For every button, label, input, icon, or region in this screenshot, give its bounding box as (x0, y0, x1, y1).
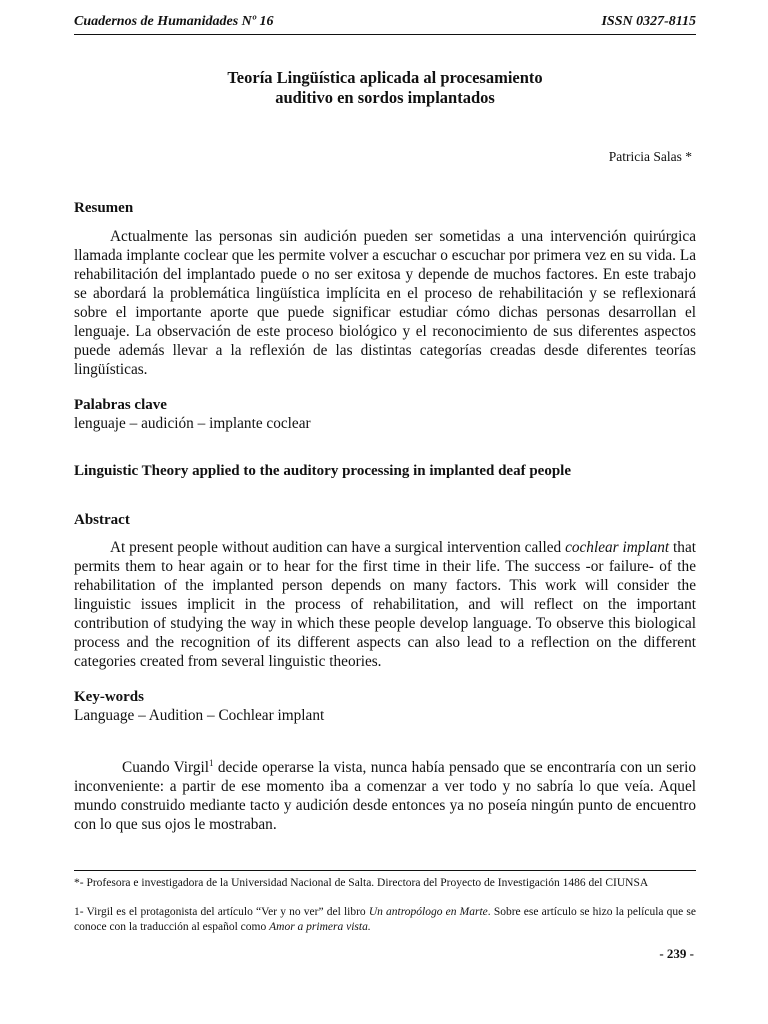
resumen-heading: Resumen (74, 200, 134, 216)
abstract-text (74, 538, 696, 671)
body-paragraph (74, 754, 696, 834)
running-header (74, 14, 696, 35)
fn2-part1: 1- Virgil es el protagonista del artículo “Ver y no ver” del libro (74, 906, 369, 918)
footnote-1: *- Profesora e investigadora de la Universidad Nacional de Salta. Directora del Proyecto de Investigación 1486 del CIUNSA (74, 877, 649, 889)
issn: ISSN 0327-8115 (601, 14, 696, 29)
body-part2: decide operarse la vista, nunca había pensado que se encontraría con un serio inconveniente: a partir de ese momento iba a comenzar a ver todo y no sabría lo que veía. Aquel mundo construido mediante tacto y audición desde entonces ya no poseía ningún punto de encuentro con lo que sus ojos le mostraban. (74, 759, 696, 834)
english-title: Linguistic Theory applied to the auditory processing in implanted deaf people (74, 463, 571, 479)
resumen-text (74, 227, 696, 379)
title-line-2: auditivo en sordos implantados (275, 88, 495, 107)
palabras-text: lenguaje – audición – implante coclear (74, 415, 311, 432)
journal-name: Cuadernos de Humanidades Nº 16 (74, 14, 274, 29)
fn2-part2: . Sobre ese artículo se hizo la película que se conoce con la traducción al español como (74, 906, 697, 933)
body-part1: Cuando Virgil (122, 759, 209, 777)
footnote-2 (74, 905, 696, 935)
title-line-1: Teoría Lingüística aplicada al procesamiento (227, 68, 543, 87)
fn2-book-title: Un antropólogo en Marte (368, 906, 488, 918)
footnote-divider (74, 870, 696, 871)
resumen-body: Actualmente las personas sin audición pueden ser sometidas a una intervención quirúrgica llamada implante coclear que les permite volver a escuchar o escuchar por primera vez en su vida. La rehabilitación del implantado puede o no ser exitosa y depende de muchos factores. En este trabajo se abordará la problemática lingüística implícita en el proceso de rehabilitación y se reflexionará sobre el importante aporte que puede significar estudiar cómo dichas personas desarrollan el lenguaje. La observación de este proceso biológico y el reconocimiento de sus diferentes aspectos puede además llevar a la reflexión de las distintas categorías creadas desde diferentes teorías lingüísticas. (74, 228, 696, 378)
article-title (74, 68, 696, 108)
abstract-italic: cochlear implant (565, 539, 670, 556)
footnote-ref-1[interactable]: 1 (209, 758, 214, 768)
abstract-part1: At present people without audition can have a surgical intervention called (110, 539, 566, 556)
palabras-heading: Palabras clave (74, 397, 167, 413)
page-number: - 239 - (659, 946, 694, 961)
abstract-heading: Abstract (74, 512, 130, 528)
keywords-heading: Key-words (74, 689, 144, 705)
abstract-part2: that permits them to hear again or to hear for the first time in their life. The success -or failure- of the rehabilitation of the implanted person depends on many factors. This work will consider the linguistic issues implicit in the process of rehabilitation, and will reflect on the important contribution of studying the way in which these people develop language. To observe this biological process and the recognition of its different aspects can also lead to a reflection on the different categories created from several linguistic theories. (74, 539, 696, 670)
keywords-text: Language – Audition – Cochlear implant (74, 707, 325, 724)
author: Patricia Salas * (608, 149, 692, 164)
fn2-film-title: Amor a primera vista. (269, 921, 371, 933)
